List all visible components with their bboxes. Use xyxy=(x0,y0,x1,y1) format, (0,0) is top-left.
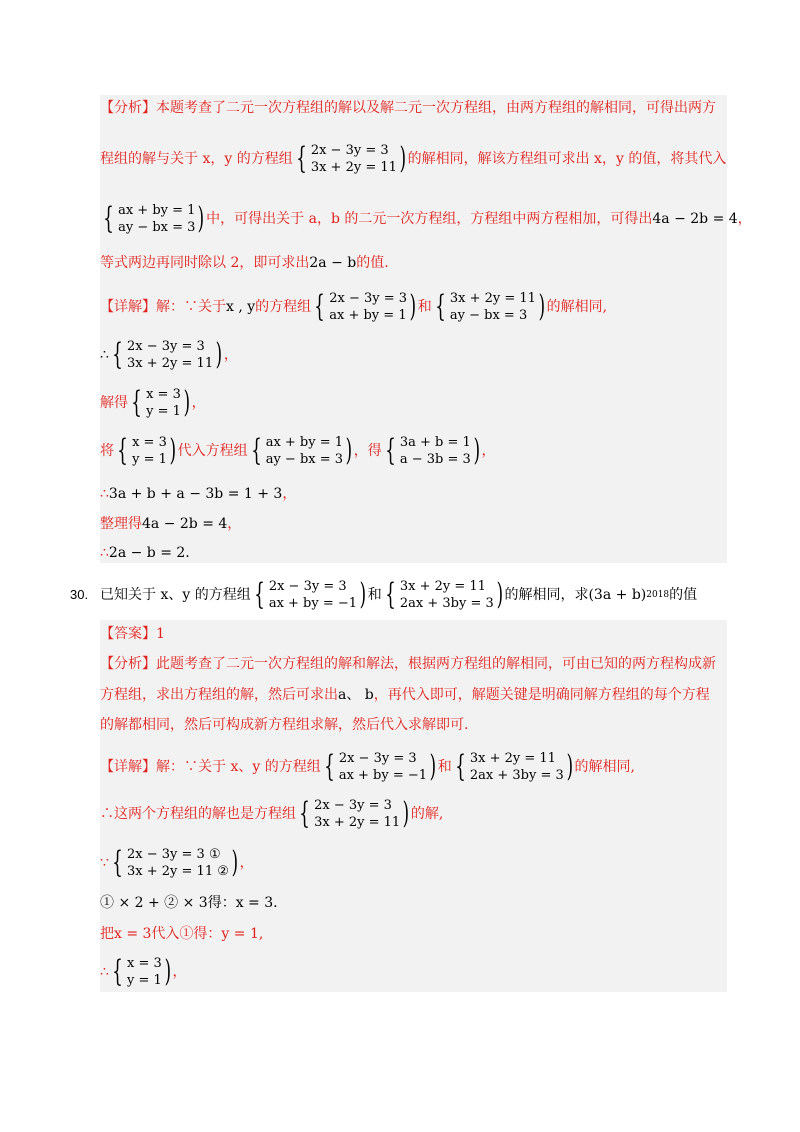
equation-system: { ax + by = 1 ay − bx = 3 ) xyxy=(250,433,353,468)
step-line: ∴这两个方程组的解也是方程组 { 2x − 3y = 3 3x + 2y = 11 ) 的解, xyxy=(100,796,444,831)
equation-system: { 3x + 2y = 11 2ax + 3by = 3 ) xyxy=(385,577,503,612)
answer-line: 【答案】1 xyxy=(100,626,165,642)
equation-system: { 2x − 3y = 3 3x + 2y = 11 ) xyxy=(299,796,410,831)
equation-system: { 2x − 3y = 3 ① 3x + 2y = 11 ② ) xyxy=(112,845,238,880)
equation-system: { 2x − 3y = 3 3x + 2y = 11 ) xyxy=(296,141,406,176)
equation-system: { ax + by = 1 ay − bx = 3 ) xyxy=(103,201,205,236)
analysis-line-3: 的解都相同，然后可构成新方程组求解，然后代入求解即可. xyxy=(100,717,469,733)
analysis-line-1: 【分析】此题考查了二元一次方程组的解和解法，根据两方程组的解相同，可由已知的两方程构成新 xyxy=(100,656,716,672)
equation-system: { 2x − 3y = 3 ax + by = −1 ) xyxy=(254,577,367,612)
equation-system: { x = 3 y = 1 ) xyxy=(112,954,171,989)
equation-system: { 3x + 2y = 11 ay − bx = 3 ) xyxy=(435,289,546,324)
analysis-line-3: { ax + by = 1 ay − bx = 3 ) 中，可得出关于 a，b 的二元一次方程组，方程组中两方程相加，可得出 4a − 2b = 4 ， xyxy=(103,201,752,236)
analysis-line-2: 程组的解与关于 x，y 的方程组 { 2x − 3y = 3 3x + 2y = 11 ) 的解相同，解该方程组可求出 x，y 的值，将其代入 xyxy=(100,141,727,176)
question-number: 30. xyxy=(70,587,89,602)
equation-system: { 2x − 3y = 3 3x + 2y = 11 ) xyxy=(112,337,223,372)
equation-system: { 3a + b = 1 a − 3b = 3 ) xyxy=(385,433,480,468)
analysis-line-1: 【分析】本题考查了二元一次方程组的解以及解二元一次方程组，由两方程组的解相同，可得出两方 xyxy=(100,100,716,116)
step-line: 把x = 3代入①得：y = 1, xyxy=(100,926,264,942)
equation-system: { x = 3 y = 1 ) xyxy=(117,433,176,468)
step-line: ∵ { 2x − 3y = 3 ① 3x + 2y = 11 ② ) ， xyxy=(100,845,254,880)
equation-system: { 2x − 3y = 3 ax + by = 1 ) xyxy=(314,289,417,324)
equation-system: { x = 3 y = 1 ) xyxy=(131,385,190,420)
detail-line: 【详解】解：∵关于 x , y 的方程组 { 2x − 3y = 3 ax + by = 1 ) 和 { 3x + 2y = 11 ay − bx = 3 ) 的解相同, xyxy=(100,289,608,324)
question-text: 已知关于 x、y 的方程组 { 2x − 3y = 3 ax + by = −1 ) 和 { 3x + 2y = 11 2ax + 3by = 3 ) 的解相同，求 (3a + b) 2018 的值 xyxy=(100,577,698,612)
equation-system: { 3x + 2y = 11 2ax + 3by = 3 ) xyxy=(455,749,573,784)
equation-system: { 2x − 3y = 3 ax + by = −1 ) xyxy=(324,749,437,784)
step-line: ∴ { x = 3 y = 1 ) ， xyxy=(100,954,187,989)
step-line: ∴ 3a + b + a − 3b = 1 + 3 ， xyxy=(100,486,297,502)
step-line: 整理得 4a − 2b = 4 ， xyxy=(100,516,242,532)
detail-line: 【详解】解：∵关于 x、y 的方程组 { 2x − 3y = 3 ax + by = −1 ) 和 { 3x + 2y = 11 2ax + 3by = 3 ) 的解相同, xyxy=(100,749,635,784)
analysis-line-4: 等式两边再同时除以 2，即可求出 2a − b 的值. xyxy=(100,255,389,271)
step-line: 解得 { x = 3 y = 1 ) ， xyxy=(100,385,206,420)
analysis-line-2: 方程组，求出方程组的解，然后可求出 a、 b ，再代入即可，解题关键是明确同解方程组的每个方程 xyxy=(100,687,710,703)
step-line: 将 { x = 3 y = 1 ) 代入方程组 { ax + by = 1 ay − bx = 3 ) ，得 { 3a + b = 1 a − 3b = 3 ) ， xyxy=(100,433,496,468)
step-line: ∴ { 2x − 3y = 3 3x + 2y = 11 ) ， xyxy=(100,337,238,372)
step-line: ① × 2 + ② × 3得：x = 3. xyxy=(100,895,278,911)
step-line: ∴ 2a − b = 2. xyxy=(100,545,190,561)
